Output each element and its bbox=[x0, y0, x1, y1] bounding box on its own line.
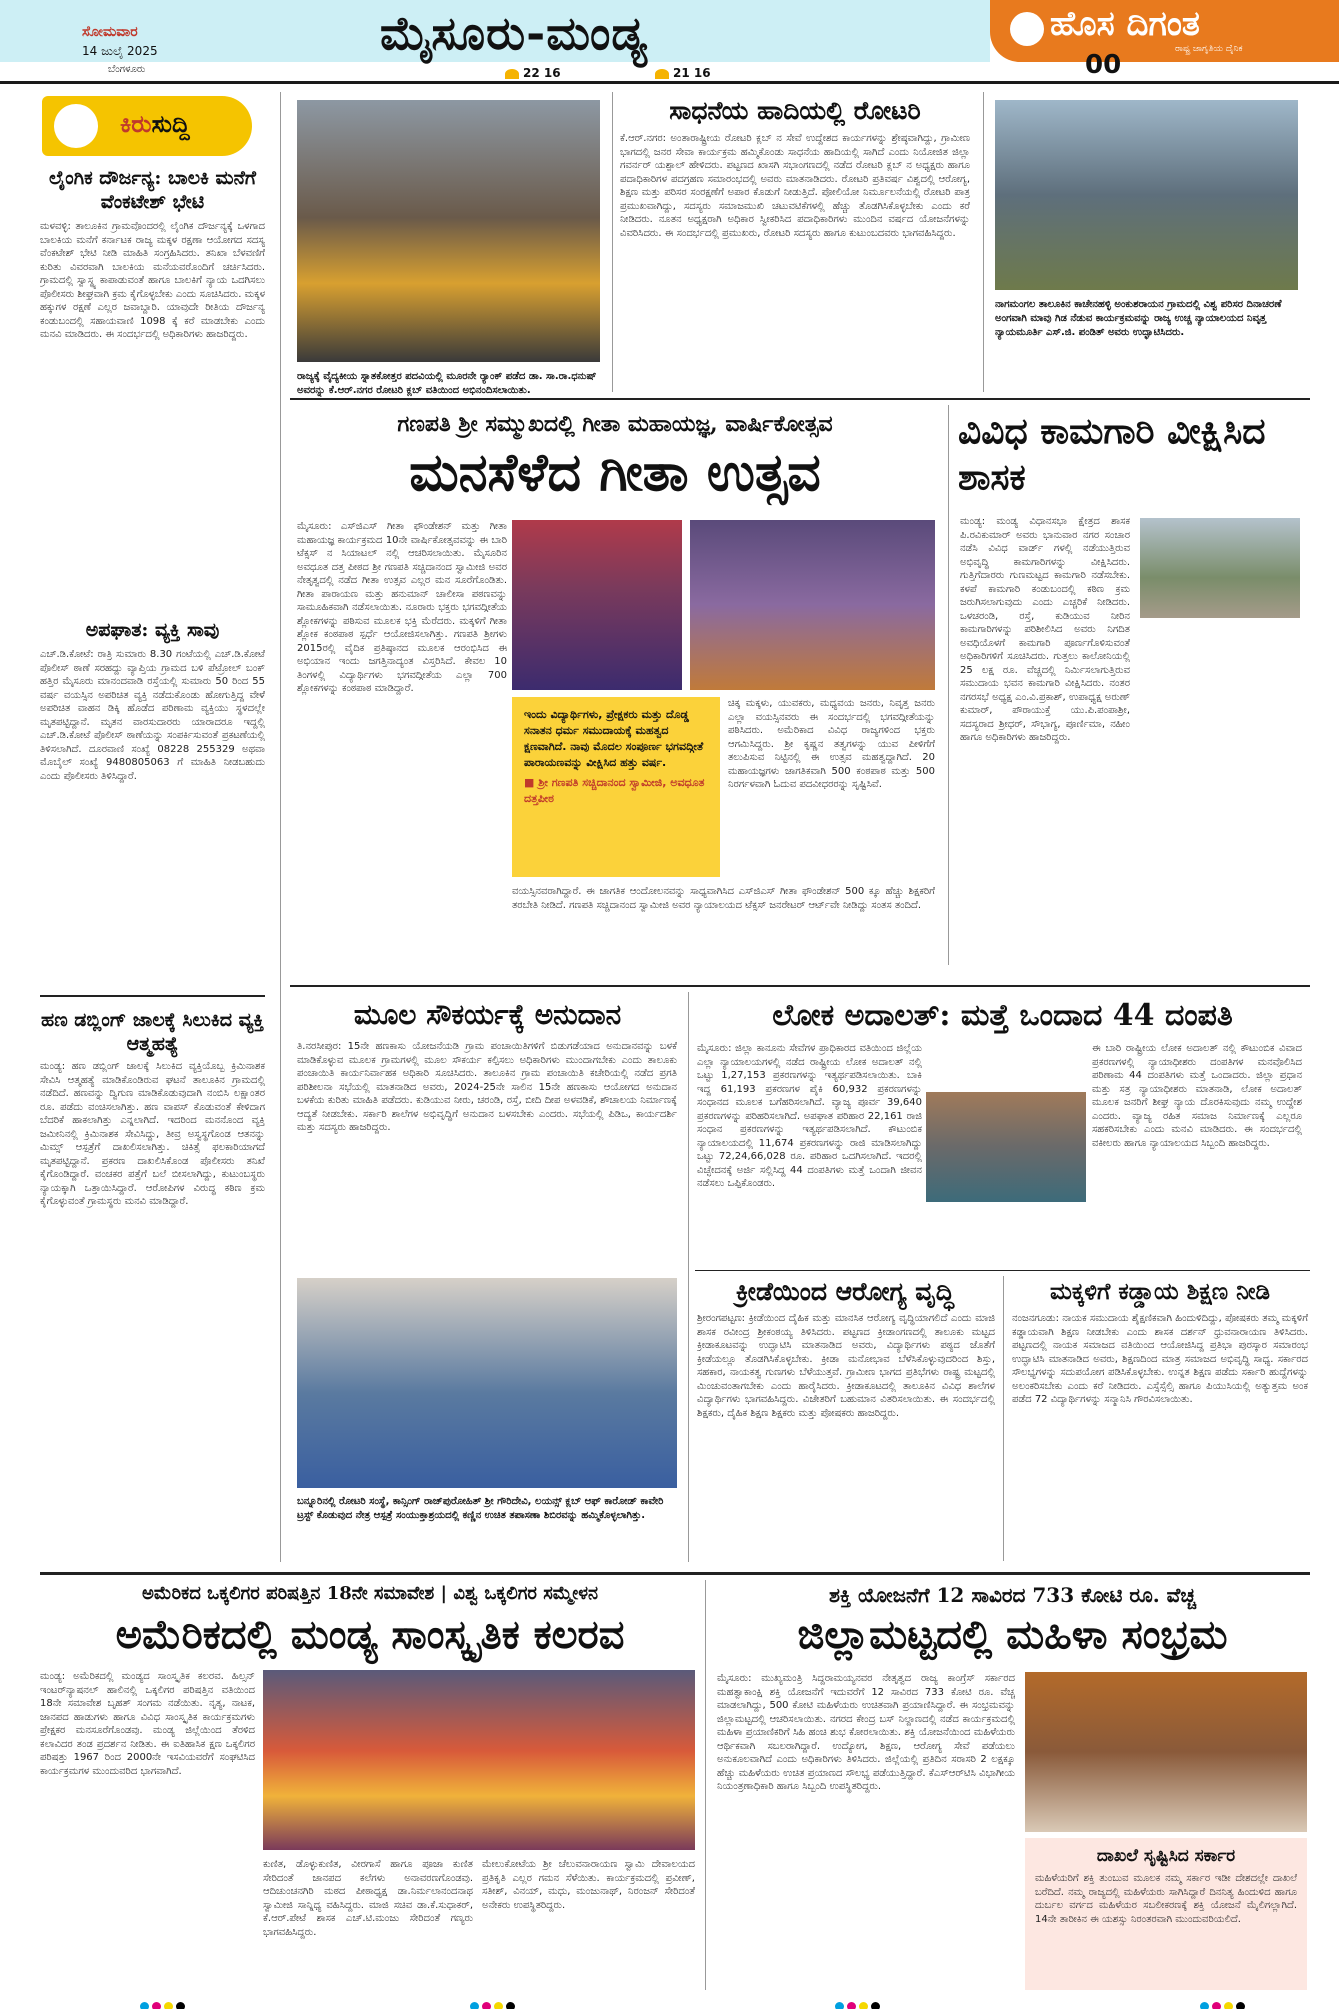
left-story3-body: ಮಂಡ್ಯ: ಹಣ ಡಬ್ಲಿಂಗ್ ಜಾಲಕ್ಕೆ ಸಿಲುಕಿದ ವ್ಯಕ್ತಿಯೊಬ್ಬ ಕ್ರಿಮಿನಾಶಕ ಸೇವಿಸಿ ಆತ್ಮಹತ್ಯೆ ಮಾಡಿಕೊಂಡಿರುವ ಘಟನೆ ತಾಲೂಕಿನ ಗ್ರಾಮದಲ್ಲಿ ನಡೆದಿದೆ. ಹಣವನ್ನು ದ್ವಿಗುಣ ಮಾಡಿಕೊಡುವುದಾಗಿ ನಂಬಿಸಿ ಲಕ್ಷಾಂತರ ರೂ. ಪಡೆದು ವಂಚಿಸಲಾಗಿತ್ತು. ಹಣ ವಾಪಸ್ ಕೊಡುವಂತೆ ಕೇಳಿದಾಗ ಬೆದರಿಕೆ ಹಾಕಲಾಗಿತ್ತು ಎನ್ನಲಾಗಿದೆ. ಇದರಿಂದ ಮನನೊಂದ ವ್ಯಕ್ತಿ ಜಮೀನಿನಲ್ಲಿ ಕ್ರಿಮಿನಾಶಕ ಸೇವಿಸಿದ್ದು, ತೀವ್ರ ಅಸ್ವಸ್ಥಗೊಂಡ ಆತನನ್ನು ಮಿಮ್ಸ್ ಆಸ್ಪತ್ರೆಗೆ ದಾಖಲಿಸಲಾಗಿತ್ತು. ಚಿಕಿತ್ಸೆ ಫಲಕಾರಿಯಾಗದೆ ಮೃತಪಟ್ಟಿದ್ದಾನೆ. ಪ್ರಕರಣ ದಾಖಲಿಸಿಕೊಂಡ ಪೊಲೀಸರು ತನಿಖೆ ಕೈಗೊಂಡಿದ್ದಾರೆ. ವಂಚಕರ ಪತ್ತೆಗೆ ಬಲೆ ಬೀಸಲಾಗಿದ್ದು, ಕುಟುಂಬಸ್ಥರು ನ್ಯಾಯಕ್ಕಾಗಿ ಒತ್ತಾಯಿಸಿದ್ದಾರೆ. ಆರೋಪಿಗಳ ವಿರುದ್ಧ ಕಠಿಣ ಕ್ರಮ ಕೈಗೊಳ್ಳುವಂತೆ ಗ್ರಾಮಸ್ಥರು ಮನವಿ ಮಾಡಿದ್ದಾರೆ. bbox=[40, 1061, 265, 1207]
section-divider bbox=[695, 1270, 1310, 1271]
eye-camp-photo bbox=[297, 1278, 677, 1488]
section-divider bbox=[290, 985, 1310, 987]
brand-logo-icon bbox=[1010, 12, 1044, 46]
shakti-headline: ಜಿಲ್ಲಾಮಟ್ಟದಲ್ಲಿ ಮಹಿಳಾ ಸಂಭ್ರಮ bbox=[797, 1611, 1228, 1658]
column-rule bbox=[705, 1580, 706, 1990]
brand-name: ಹೊಸ ದಿಗಂತ bbox=[1050, 4, 1200, 44]
masthead-day: ಸೋಮವಾರ bbox=[82, 24, 138, 40]
works-photo bbox=[1140, 518, 1300, 618]
section-divider bbox=[290, 398, 1310, 400]
masthead-city: ಬೆಂಗಳೂರು bbox=[108, 64, 146, 75]
column-rule bbox=[1003, 1276, 1004, 1561]
rotary-headline: ಸಾಧನೆಯ ಹಾದಿಯಲ್ಲಿ ರೋಟರಿ bbox=[669, 96, 921, 125]
gita-quote-source: ■ ಶ್ರೀ ಗಣಪತಿ ಸಚ್ಚಿದಾನಂದ ಸ್ವಾಮೀಜಿ, ಅವಧೂತ ದತ್ತಪೀಠ bbox=[524, 776, 705, 805]
tree-planting-photo bbox=[995, 100, 1298, 290]
column-rule bbox=[612, 92, 613, 392]
page-number: 00 bbox=[1085, 50, 1122, 80]
adalat-body-1: ಮೈಸೂರು: ಜಿಲ್ಲಾ ಕಾನೂನು ಸೇವೆಗಳ ಪ್ರಾಧಿಕಾರದ ವತಿಯಿಂದ ಜಿಲ್ಲೆಯ ಎಲ್ಲಾ ನ್ಯಾಯಾಲಯಗಳಲ್ಲಿ ನಡೆದ ರಾಷ್ಟ್ರೀಯ ಲೋಕ ಅದಾಲತ್ ನಲ್ಲಿ ಒಟ್ಟು 1,27,153 ಪ್ರಕರಣಗಳನ್ನು ಇತ್ಯರ್ಥಪಡಿಸಲಾಯಿತು. ಬಾಕಿ ಇದ್ದ 61,193 ಪ್ರಕರಣಗಳ ಪೈಕಿ 60,932 ಪ್ರಕರಣಗಳನ್ನು ಸಂಧಾನದ ಮೂಲಕ ಬಗೆಹರಿಸಲಾಗಿದೆ. ವ್ಯಾಜ್ಯ ಪೂರ್ವ 39,640 ಪ್ರಕರಣಗಳನ್ನು ಪರಿಹರಿಸಲಾಗಿದೆ. ಅಪಘಾತ ಪರಿಹಾರ 22,161 ರಾಜಿ ಸಂಧಾನ ಪ್ರಕರಣಗಳನ್ನು ಇತ್ಯರ್ಥಪಡಿಸಲಾಗಿದೆ. ಕೌಟುಂಬಿಕ ನ್ಯಾಯಾಲಯದಲ್ಲಿ 11,674 ಪ್ರಕರಣಗಳನ್ನು ರಾಜಿ ಮಾಡಿಸಲಾಗಿದ್ದು ಒಟ್ಟು 72,24,66,028 ರೂ. ಪರಿಹಾರ ಒದಗಿಸಲಾಗಿದೆ. ಇದರಲ್ಲಿ ವಿಚ್ಛೇದನಕ್ಕೆ ಅರ್ಜಿ ಸಲ್ಲಿಸಿದ್ದ 44 ದಂಪತಿಗಳು ಮತ್ತೆ ಒಂದಾಗಿ ಜೀವನ ನಡೆಸಲು ಒಪ್ಪಿಕೊಂಡರು. bbox=[697, 1043, 922, 1189]
brand-tagline: ರಾಷ್ಟ್ರ ಜಾಗೃತಿಯ ದೈನಿಕ bbox=[1175, 44, 1243, 54]
gita-headline: ಮನಸೆಳೆದ ಗೀತಾ ಉತ್ಸವ bbox=[409, 442, 821, 503]
gita-body-2: ಚಿಕ್ಕ ಮಕ್ಕಳು, ಯುವಕರು, ಮಧ್ಯವಯ ಜನರು, ನಿವೃತ್ತ ಜನರು ಎಲ್ಲಾ ವಯಸ್ಸಿನವರು ಈ ಸಂದರ್ಭದಲ್ಲಿ ಭಗವದ್ಗೀತೆಯನ್ನು ಪಠಿಸಿದರು. ಅಮೆರಿಕಾದ ವಿವಿಧ ರಾಜ್ಯಗಳಿಂದ ಭಕ್ತರು ಆಗಮಿಸಿದ್ದರು. ಶ್ರೀ ಕೃಷ್ಣನ ತತ್ವಗಳನ್ನು ಯುವ ಪೀಳಿಗೆಗೆ ತಲುಪಿಸುವ ನಿಟ್ಟಿನಲ್ಲಿ ಈ ಉತ್ಸವ ಮಹತ್ವದ್ದಾಗಿದೆ. 20 ಮಹಾಯಜ್ಞಗಳು ಜಾಗತಿಕವಾಗಿ 500 ಕಂಠಪಾಠ ಮತ್ತು 500 ನಿರರ್ಗಳವಾಗಿ ಓದುವ ಪದವೀಧರರನ್ನು ಸೃಷ್ಟಿಸಿವೆ. bbox=[728, 698, 935, 790]
left-story2-head: ಅಪಘಾತ: ವ್ಯಕ್ತಿ ಸಾವು bbox=[85, 619, 220, 641]
infra-body: ತಿ.ನರಸೀಪುರ: 15ನೇ ಹಣಕಾಸು ಯೋಜನೆಯಡಿ ಗ್ರಾಮ ಪಂಚಾಯಿತಿಗಳಿಗೆ ಬಿಡುಗಡೆಯಾದ ಅನುದಾನವನ್ನು ಬಳಕೆ ಮಾಡಿಕೊಳ್ಳುವ ಮೂಲಕ ಗ್ರಾಮಗಳಲ್ಲಿ ಮೂಲ ಸೌಕರ್ಯ ಕಲ್ಪಿಸಲು ಅಧಿಕಾರಿಗಳು ಮುಂದಾಗಬೇಕು ಎಂದು ತಾಲೂಕು ಪಂಚಾಯಿತಿ ಕಾರ್ಯನಿರ್ವಾಹಕ ಅಧಿಕಾರಿ ಸೂಚಿಸಿದರು. ತಾಲೂಕಿನ ಗ್ರಾಮ ಪಂಚಾಯಿತಿ ಕಚೇರಿಯಲ್ಲಿ ನಡೆದ ಪ್ರಗತಿ ಪರಿಶೀಲನಾ ಸಭೆಯಲ್ಲಿ ಮಾತನಾಡಿದ ಅವರು, 2024-25ನೇ ಸಾಲಿನ 15ನೇ ಹಣಕಾಸು ಆಯೋಗದ ಅನುದಾನ ಬಳಕೆಯ ಕುರಿತು ಮಾಹಿತಿ ಪಡೆದರು. ಕುಡಿಯುವ ನೀರು, ಚರಂಡಿ, ರಸ್ತೆ, ಬೀದಿ ದೀಪ ಅಳವಡಿಕೆ, ಶೌಚಾಲಯ ನಿರ್ಮಾಣಕ್ಕೆ ಆದ್ಯತೆ ನೀಡಬೇಕು. ಸರ್ಕಾರಿ ಶಾಲೆಗಳ ಅಭಿವೃದ್ಧಿಗೆ ಅನುದಾನ ಬಳಸಬೇಕು ಎಂದರು. ಸಭೆಯಲ್ಲಿ ಪಿಡಿಒ, ಕಾರ್ಯದರ್ಶಿ ಮತ್ತು ಸದಸ್ಯರು ಹಾಜರಿದ್ದರು. bbox=[297, 1041, 677, 1133]
weather-left-value: 22 16 bbox=[523, 66, 561, 80]
rotary-body: ಕೆ.ಆರ್.ನಗರ: ಅಂತಾರಾಷ್ಟ್ರೀಯ ರೋಟರಿ ಕ್ಲಬ್ ನ ಸೇವೆ ಉದ್ದೇಶದ ಕಾರ್ಯಗಳನ್ನು ಶ್ರೇಷ್ಠವಾಗಿದ್ದು, ಗ್ರಾಮೀಣ ಭಾಗದಲ್ಲಿ ಜನರ ಸೇವಾ ಕಾರ್ಯಕ್ರಮ ಹಮ್ಮಿಕೊಂಡು ಸಾಧನೆಯ ಹಾದಿಯಲ್ಲಿ ಸಾಗಿದೆ ಎಂದು ನಿಯೋಜಿತ ಜಿಲ್ಲಾ ಗವರ್ನರ್ ಯಶ್ಪಾಲ್ ಹೇಳಿದರು. ಪಟ್ಟಣದ ಖಾಸಗಿ ಸಭಾಂಗಣದಲ್ಲಿ ನಡೆದ ರೋಟರಿ ಕ್ಲಬ್ ನ ಅಧ್ಯಕ್ಷರು ಹಾಗೂ ಪದಾಧಿಕಾರಿಗಳ ಪದಗ್ರಹಣ ಸಮಾರಂಭದಲ್ಲಿ ಅವರು ಮಾತನಾಡಿದರು. ರೋಟರಿ ಪ್ರತಿವರ್ಷ ವಿಶ್ವದಲ್ಲಿ ಆರೋಗ್ಯ, ಶಿಕ್ಷಣ ಮತ್ತು ಪರಿಸರ ಸಂರಕ್ಷಣೆಗೆ ಅಪಾರ ಕೊಡುಗೆ ನೀಡುತ್ತಿದೆ. ಪೋಲಿಯೋ ನಿರ್ಮೂಲನೆಯಲ್ಲಿ ರೋಟರಿ ಪಾತ್ರ ಪ್ರಮುಖವಾಗಿದ್ದು, ಸದಸ್ಯರು ಸಮಾಜಮುಖಿ ಚಟುವಟಿಕೆಗಳಲ್ಲಿ ಹೆಚ್ಚು ತೊಡಗಿಸಿಕೊಳ್ಳಬೇಕು ಎಂದು ಕರೆ ನೀಡಿದರು. ನೂತನ ಅಧ್ಯಕ್ಷರಾಗಿ ಅಧಿಕಾರ ಸ್ವೀಕರಿಸಿದ ಪದಾಧಿಕಾರಿಗಳು ಮುಂದಿನ ವರ್ಷದ ಯೋಜನೆಗಳನ್ನು ವಿವರಿಸಿದರು. ಈ ಸಂದರ್ಭದಲ್ಲಿ ಪ್ರಮುಖರು, ರೋಟರಿ ಸದಸ್ಯರು ಹಾಗೂ ಕುಟುಂಬದವರು ಭಾಗವಹಿಸಿದ್ದರು. bbox=[620, 133, 970, 239]
gita-quote-box bbox=[512, 697, 720, 877]
shakti-body: ಮೈಸೂರು: ಮುಖ್ಯಮಂತ್ರಿ ಸಿದ್ದರಾಮಯ್ಯನವರ ನೇತೃತ್ವದ ರಾಜ್ಯ ಕಾಂಗ್ರೆಸ್ ಸರ್ಕಾರದ ಮಹತ್ವಾಕಾಂಕ್ಷಿ ಶಕ್ತಿ ಯೋಜನೆಗೆ ಇದುವರೆಗೆ 12 ಸಾವಿರದ 733 ಕೋಟಿ ರೂ. ವೆಚ್ಚ ಮಾಡಲಾಗಿದ್ದು, 500 ಕೋಟಿ ಮಹಿಳೆಯರು ಉಚಿತವಾಗಿ ಪ್ರಯಾಣಿಸಿದ್ದಾರೆ. ಈ ಸಂಭ್ರಮವನ್ನು ಜಿಲ್ಲಾಮಟ್ಟದಲ್ಲಿ ಆಚರಿಸಲಾಯಿತು. ನಗರದ ಕೇಂದ್ರ ಬಸ್ ನಿಲ್ದಾಣದಲ್ಲಿ ನಡೆದ ಕಾರ್ಯಕ್ರಮದಲ್ಲಿ ಮಹಿಳಾ ಪ್ರಯಾಣಿಕರಿಗೆ ಸಿಹಿ ಹಂಚಿ ಶುಭ ಕೋರಲಾಯಿತು. ಶಕ್ತಿ ಯೋಜನೆಯಿಂದ ಮಹಿಳೆಯರು ಆರ್ಥಿಕವಾಗಿ ಸಬಲರಾಗಿದ್ದಾರೆ. ಉದ್ಯೋಗ, ಶಿಕ್ಷಣ, ಆರೋಗ್ಯ ಸೇವೆ ಪಡೆಯಲು ಅನುಕೂಲವಾಗಿದೆ ಎಂದು ಅಧಿಕಾರಿಗಳು ತಿಳಿಸಿದರು. ಜಿಲ್ಲೆಯಲ್ಲಿ ಪ್ರತಿದಿನ ಸರಾಸರಿ 2 ಲಕ್ಷಕ್ಕೂ ಹೆಚ್ಚು ಮಹಿಳೆಯರು ಉಚಿತ ಪ್ರಯಾಣದ ಸೌಲಭ್ಯ ಪಡೆಯುತ್ತಿದ್ದಾರೆ. ಕೆಎಸ್‌ಆರ್‌ಟಿಸಿ ವಿಭಾಗೀಯ ನಿಯಂತ್ರಣಾಧಿಕಾರಿ ಹಾಗೂ ಸಿಬ್ಬಂದಿ ಉಪಸ್ಥಿತರಿದ್ದರು. bbox=[717, 1673, 1015, 1792]
education-headline: ಮಕ್ಕಳಿಗೆ ಕಡ್ಡಾಯ ಶಿಕ್ಷಣ ನೀಡಿ bbox=[1050, 1278, 1270, 1305]
column-rule bbox=[280, 92, 281, 1562]
works-headline: ವಿವಿಧ ಕಾಮಗಾರಿ ವೀಕ್ಷಿಸಿದ ಶಾಸಕ bbox=[958, 410, 1266, 498]
left-story3-head: ಹಣ ಡಬ್ಲಿಂಗ್ ಜಾಲಕ್ಕೆ ಸಿಲುಕಿದ ವ್ಯಕ್ತಿ ಆತ್ಮಹತ್ಯೆ bbox=[41, 1009, 264, 1055]
rotary-award-caption: ರಾಜ್ಯಕ್ಕೆ ವೈದ್ಯಕೀಯ ಸ್ನಾತಕೋತ್ತರ ಪದವಿಯಲ್ಲಿ ಮೂರನೇ ರ‍್ಯಾಂಕ್ ಪಡೆದ ಡಾ. ಸಾ.ರಾ.ಧನುಷ್ ಅವರನ್ನು ಕೆ.ಆರ್.ನಗರ ರೋಟರಿ ಕ್ಲಬ್ ವತಿಯಿಂದ ಅಭಿನಂದಿಸಲಾಯಿತು. bbox=[297, 371, 597, 396]
edition-title: ಮೈಸೂರು-ಮಂಡ್ಯ bbox=[380, 6, 648, 60]
adalat-photo bbox=[926, 1092, 1086, 1202]
column-rule bbox=[948, 405, 949, 965]
sun-icon bbox=[505, 69, 519, 79]
sports-body: ಶ್ರೀರಂಗಪಟ್ಟಣ: ಕ್ರೀಡೆಯಿಂದ ದೈಹಿಕ ಮತ್ತು ಮಾನಸಿಕ ಆರೋಗ್ಯ ವೃದ್ಧಿಯಾಗಲಿದೆ ಎಂದು ಮಾಜಿ ಶಾಸಕ ರವೀಂದ್ರ ಶ್ರೀಕಂಠಯ್ಯ ತಿಳಿಸಿದರು. ಪಟ್ಟಣದ ಕ್ರೀಡಾಂಗಣದಲ್ಲಿ ತಾಲೂಕು ಮಟ್ಟದ ಕ್ರೀಡಾಕೂಟವನ್ನು ಉದ್ಘಾಟಿಸಿ ಮಾತನಾಡಿದ ಅವರು, ವಿದ್ಯಾರ್ಥಿಗಳು ಪಠ್ಯದ ಜೊತೆಗೆ ಕ್ರೀಡೆಯಲ್ಲೂ ತೊಡಗಿಸಿಕೊಳ್ಳಬೇಕು. ಕ್ರೀಡಾ ಮನೋಭಾವ ಬೆಳೆಸಿಕೊಳ್ಳುವುದರಿಂದ ಶಿಸ್ತು, ಸಹಕಾರ, ನಾಯಕತ್ವ ಗುಣಗಳು ಬೆಳೆಯುತ್ತವೆ. ಗ್ರಾಮೀಣ ಭಾಗದ ಪ್ರತಿಭೆಗಳು ರಾಷ್ಟ್ರ ಮಟ್ಟದಲ್ಲಿ ಮಿಂಚುವಂತಾಗಬೇಕು ಎಂದು ಹಾರೈಸಿದರು. ಕ್ರೀಡಾಕೂಟದಲ್ಲಿ ತಾಲೂಕಿನ ವಿವಿಧ ಶಾಲೆಗಳ ವಿದ್ಯಾರ್ಥಿಗಳು ಭಾಗವಹಿಸಿದ್ದರು. ವಿಜೇತರಿಗೆ ಬಹುಮಾನ ವಿತರಿಸಲಾಯಿತು. ಈ ಸಂದರ್ಭದಲ್ಲಿ ಶಿಕ್ಷಕರು, ದೈಹಿಕ ಶಿಕ್ಷಣ ಶಿಕ್ಷಕರು ಮತ್ತು ಪೋಷಕರು ಹಾಜರಿದ್ದರು. bbox=[697, 1313, 995, 1419]
kiru-suddi-label bbox=[120, 110, 190, 138]
gita-body-1: ಮೈಸೂರು: ಎಸ್‌ಜಿಎಸ್ ಗೀತಾ ಫೌಂಡೇಶನ್ ಮತ್ತು ಗೀತಾ ಮಹಾಯಜ್ಞ ಕಾರ್ಯಕ್ರಮದ 10ನೇ ವಾರ್ಷಿಕೋತ್ಸವವನ್ನು ಈ ಬಾರಿ ಟೆಕ್ಸಸ್ ನ ಸಿಯಾಟಲ್ ನಲ್ಲಿ ಆಚರಿಸಲಾಯಿತು. ಮೈಸೂರಿನ ಅವಧೂತ ದತ್ತ ಪೀಠದ ಶ್ರೀ ಗಣಪತಿ ಸಚ್ಚಿದಾನಂದ ಸ್ವಾಮೀಜಿ ಅವರ ನೇತೃತ್ವದಲ್ಲಿ ನಡೆದ ಗೀತಾ ಉತ್ಸವ ಎಲ್ಲರ ಮನ ಸೂರೆಗೊಂಡಿತು. ಗೀತಾ ಪಾರಾಯಣ ಮತ್ತು ಹನುಮಾನ್ ಚಾಲೀಸಾ ಪಠಣವನ್ನು ಸಾಮೂಹಿಕವಾಗಿ ನಡೆಸಲಾಯಿತು. ನೂರಾರು ಭಕ್ತರು ಭಗವದ್ಗೀತೆಯ ಶ್ಲೋಕಗಳನ್ನು ಪಠಿಸುವ ಮೂಲಕ ಭಕ್ತಿ ಮೆರೆದರು. ಮಕ್ಕಳಿಗೆ ಗೀತಾ ಶ್ಲೋಕ ಕಂಠಪಾಠ ಸ್ಪರ್ಧೆ ಆಯೋಜಿಸಲಾಗಿತ್ತು. ಗಣಪತಿ ಶ್ರೀಗಳು 2015ರಲ್ಲಿ ವೈದಿಕ ಪ್ರತಿಷ್ಠಾನದ ಮೂಲಕ ಆರಂಭಿಸಿದ ಈ ಅಭಿಯಾನ ಇಂದು ಜಗತ್ತಿನಾದ್ಯಂತ ವಿಸ್ತರಿಸಿದೆ. ಕೇವಲ 10 ತಿಂಗಳಲ್ಲಿ ವಿದ್ಯಾರ್ಥಿಗಳು ಭಗವದ್ಗೀತೆಯ ಎಲ್ಲಾ 700 ಶ್ಲೋಕಗಳನ್ನು ಕಂಠಪಾಠ ಮಾಡಿದ್ದಾರೆ. bbox=[297, 521, 507, 694]
eye-camp-caption: ಬನ್ನೂರಿನಲ್ಲಿ ರೋಟರಿ ಸಂಸ್ಥೆ, ಕಾನ್ಸಿಂಗ್ ರಾಜ್‌ಪುರೋಹಿತ್ ಶ್ರೀ ಗೌರಿದೇವಿ, ಲಯನ್ಸ್ ಕ್ಲಬ್ ಆಫ್ ಕಾರೋಡ್ ಕಾವೇರಿ ಟ್ರಸ್ಟ್ ಕೊಡುವುದ ನೇತ್ರ ಆಸ್ಪತ್ರೆ ಸಂಯುಕ್ತಾಶ್ರಯದಲ್ಲಿ ಕಣ್ಣಿನ ಉಚಿತ ತಪಾಸಣಾ ಶಿಬಿರವನ್ನು ಹಮ್ಮಿಕೊಳ್ಳಲಾಗಿತ್ತು. bbox=[297, 1496, 664, 1521]
suddi-label: ಸುದ್ದಿ bbox=[151, 110, 190, 138]
hand-icon bbox=[54, 104, 98, 148]
adalat-body-2: ಈ ಬಾರಿ ರಾಷ್ಟ್ರೀಯ ಲೋಕ ಅದಾಲತ್ ನಲ್ಲಿ ಕೌಟುಂಬಿಕ ವಿವಾದ ಪ್ರಕರಣಗಳಲ್ಲಿ ನ್ಯಾಯಾಧೀಶರು ದಂಪತಿಗಳ ಮನವೊಲಿಸಿದ ಪರಿಣಾಮ 44 ದಂಪತಿಗಳು ಮತ್ತೆ ಒಂದಾದರು. ಜಿಲ್ಲಾ ಪ್ರಧಾನ ಮತ್ತು ಸತ್ರ ನ್ಯಾಯಾಧೀಶರು ಮಾತನಾಡಿ, ಲೋಕ ಅದಾಲತ್ ಮೂಲಕ ಜನರಿಗೆ ಶೀಘ್ರ ನ್ಯಾಯ ದೊರಕಿಸುವುದು ನಮ್ಮ ಉದ್ದೇಶ ಎಂದರು. ವ್ಯಾಜ್ಯ ರಹಿತ ಸಮಾಜ ನಿರ್ಮಾಣಕ್ಕೆ ಎಲ್ಲರೂ ಸಹಕರಿಸಬೇಕು ಎಂದು ಮನವಿ ಮಾಡಿದರು. ಈ ಸಂದರ್ಭದಲ್ಲಿ ವಕೀಲರು ಹಾಗೂ ನ್ಯಾಯಾಲಯದ ಸಿಬ್ಬಂದಿ ಹಾಜರಿದ್ದರು. bbox=[1092, 1043, 1302, 1149]
america-body-1: ಮಂಡ್ಯ: ಅಮೆರಿಕದಲ್ಲಿ ಮಂಡ್ಯದ ಸಾಂಸ್ಕೃತಿಕ ಕಲರವ. ಹಿಲ್ಸನ್ ಇಂಟರ್‌ನ್ಯಾಷನಲ್ ಹಾಲಿನಲ್ಲಿ ಒಕ್ಕಲಿಗರ ಪರಿಷತ್ತಿನ ವತಿಯಿಂದ 18ನೇ ಸಮಾವೇಶ ಬೃಹತ್ ಸಂಗಮ ನಡೆಯಿತು. ನೃತ್ಯ, ನಾಟಕ, ಜಾನಪದ ಹಾಡುಗಳು ಹಾಗೂ ವಿವಿಧ ಸಾಂಸ್ಕೃತಿಕ ಕಾರ್ಯಕ್ರಮಗಳು ಪ್ರೇಕ್ಷಕರ ಮನಸೂರೆಗೊಂಡವು. ಮಂಡ್ಯ ಜಿಲ್ಲೆಯಿಂದ ತೆರಳಿದ ಕಲಾವಿದರ ತಂಡ ಪ್ರದರ್ಶನ ನೀಡಿತು. ಈ ಐತಿಹಾಸಿಕ ಕ್ಷಣ ಒಕ್ಕಲಿಗರ ಪರಿಷತ್ತು 1967 ರಿಂದ 2000ನೇ ಇಸವಿಯವರೆಗೆ ಸಂಘಟಿಸಿದ ಕಾರ್ಯಕ್ರಮಗಳ ಮುಂದುವರಿದ ಭಾಗವಾಗಿದೆ. bbox=[40, 1671, 255, 1777]
column-rule bbox=[983, 92, 984, 392]
america-kicker: ಅಮೆರಿಕದ ಒಕ್ಕಲಿಗರ ಪರಿಷತ್ತಿನ 18ನೇ ಸಮಾವೇಶ | ವಿಶ್ವ ಒಕ್ಕಲಿಗರ ಸಮ್ಮೇಳನ bbox=[141, 1583, 599, 1604]
color-registration-marks bbox=[140, 1996, 188, 2009]
kiru-label: ಕಿರು bbox=[120, 110, 152, 138]
america-stage-photo bbox=[263, 1670, 695, 1850]
gita-body-3: ವಯಸ್ಸಿನವರಾಗಿದ್ದಾರೆ. ಈ ಜಾಗತಿಕ ಆಂದೋಲನವನ್ನು ಸಾಧ್ಯವಾಗಿಸಿದ ಎಸ್‌ಜಿಎಸ್ ಗೀತಾ ಫೌಂಡೇಶನ್ 500 ಕ್ಕೂ ಹೆಚ್ಚು ಶಿಕ್ಷಕರಿಗೆ ತರಬೇತಿ ನೀಡಿದೆ. ಗಣಪತಿ ಸಚ್ಚಿದಾನಂದ ಸ್ವಾಮೀಜಿ ಅವರ ನ್ಯಾಯಾಲಯದ ಟೆಕ್ಸಸ್ ಜನರೇಟರ್ ಆರ್ಟ್‌ವೇ ನೀಡಿದ್ದು ಸಂತಸ ತಂದಿದೆ. bbox=[512, 886, 935, 911]
america-body-3: ಮೇಲುಕೋಟೆಯ ಶ್ರೀ ಚೆಲುವನಾರಾಯಣ ಸ್ವಾಮಿ ದೇವಾಲಯದ ಪ್ರತಿಕೃತಿ ಎಲ್ಲರ ಗಮನ ಸೆಳೆಯಿತು. ಕಾರ್ಯಕ್ರಮದಲ್ಲಿ ಪ್ರವೀಣ್, ಸತೀಶ್, ವಿನಯ್, ಮಧು, ಮಂಜುನಾಥ್, ನಿರಂಜನ್ ಸೇರಿದಂತೆ ಅನೇಕರು ಉಪಸ್ಥಿತರಿದ್ದರು. bbox=[482, 1859, 695, 1911]
left-story2-body: ಎಚ್.ಡಿ.ಕೋಟೆ: ರಾತ್ರಿ ಸುಮಾರು 8.30 ಗಂಟೆಯಲ್ಲಿ ಎಚ್.ಡಿ.ಕೋಟೆ ಪೊಲೀಸ್ ಠಾಣೆ ಸರಹದ್ದು ವ್ಯಾಪ್ತಿಯ ಗ್ರಾಮದ ಬಳಿ ಪೆಟ್ರೋಲ್ ಬಂಕ್ ಹತ್ತಿರ ಮೈಸೂರು ಮಾನಂದವಾಡಿ ರಸ್ತೆಯಲ್ಲಿ ಸುಮಾರು 50 ರಿಂದ 55 ವರ್ಷ ವಯಸ್ಸಿನ ಅಪರಿಚಿತ ವ್ಯಕ್ತಿ ನಡೆದುಕೊಂಡು ಹೋಗುತ್ತಿದ್ದ ವೇಳೆ ಅಪರಿಚಿತ ವಾಹನ ಡಿಕ್ಕಿ ಹೊಡೆದ ಪರಿಣಾಮ ವ್ಯಕ್ತಿಯು ಸ್ಥಳದಲ್ಲೇ ಮೃತಪಟ್ಟಿದ್ದಾನೆ. ಮೃತನ ವಾರಸುದಾರರು ಯಾರಾದರೂ ಇದ್ದಲ್ಲಿ ಎಚ್.ಡಿ.ಕೋಟೆ ಪೊಲೀಸ್ ಠಾಣೆಯನ್ನು ಸಂಪರ್ಕಿಸುವಂತೆ ಪ್ರಕಟಣೆಯಲ್ಲಿ ತಿಳಿಸಲಾಗಿದೆ. ದೂರವಾಣಿ ಸಂಖ್ಯೆ 08228 255329 ಅಥವಾ ಮೊಬೈಲ್ ಸಂಖ್ಯೆ 9480805063 ಗೆ ಮಾಹಿತಿ ನೀಡಬಹುದು ಎಂದು ಪೊಲೀಸರು ತಿಳಿಸಿದ್ದಾರೆ. bbox=[40, 649, 265, 782]
works-body: ಮಂಡ್ಯ: ಮಂಡ್ಯ ವಿಧಾನಸಭಾ ಕ್ಷೇತ್ರದ ಶಾಸಕ ಪಿ.ರವಿಕುಮಾರ್ ಅವರು ಭಾನುವಾರ ನಗರ ಸಂಚಾರ ನಡೆಸಿ ವಿವಿಧ ವಾರ್ಡ್ ಗಳಲ್ಲಿ ನಡೆಯುತ್ತಿರುವ ಅಭಿವೃದ್ಧಿ ಕಾಮಗಾರಿಗಳನ್ನು ವೀಕ್ಷಿಸಿದರು. ಗುತ್ತಿಗೆದಾರರು ಗುಣಮಟ್ಟದ ಕಾಮಗಾರಿ ನಡೆಸಬೇಕು. ಕಳಪೆ ಕಾಮಗಾರಿ ಕಂಡುಬಂದಲ್ಲಿ ಕಠಿಣ ಕ್ರಮ ಜರುಗಿಸಲಾಗುವುದು ಎಂದು ಎಚ್ಚರಿಕೆ ನೀಡಿದರು. ಒಳಚರಂಡಿ, ರಸ್ತೆ, ಕುಡಿಯುವ ನೀರಿನ ಕಾಮಗಾರಿಗಳನ್ನು ಪರಿಶೀಲಿಸಿದ ಅವರು ನಿಗದಿತ ಅವಧಿಯೊಳಗೆ ಕಾಮಗಾರಿ ಪೂರ್ಣಗೊಳಿಸುವಂತೆ ಅಧಿಕಾರಿಗಳಿಗೆ ಸೂಚಿಸಿದರು. ಗುತ್ತಲು ಕಾಲೋನಿಯಲ್ಲಿ 25 ಲಕ್ಷ ರೂ. ವೆಚ್ಚದಲ್ಲಿ ನಿರ್ಮಿಸಲಾಗುತ್ತಿರುವ ಸಮುದಾಯ ಭವನ ಕಾಮಗಾರಿ ವೀಕ್ಷಿಸಿದರು. ನಂತರ ನಗರಸಭೆ ಅಧ್ಯಕ್ಷ ಎಂ.ವಿ.ಪ್ರಕಾಶ್, ಉಪಾಧ್ಯಕ್ಷ ಅರುಣ್ ಕುಮಾರ್, ಪೌರಾಯುಕ್ತೆ ಯು.ಪಿ.ಪಂಪಾಶ್ರೀ, ಸದಸ್ಯರಾದ ಶ್ರೀಧರ್, ಸೌಭಾಗ್ಯ, ಪೂರ್ಣಿಮಾ, ನಹೀಂ ಹಾಗೂ ಅಧಿಕಾರಿಗಳು ಹಾಜರಿದ್ದರು. bbox=[960, 516, 1130, 743]
sports-headline: ಕ್ರೀಡೆಯಿಂದ ಆರೋಗ್ಯ ವೃದ್ಧಿ bbox=[736, 1277, 954, 1306]
rotary-award-photo bbox=[297, 100, 600, 362]
adalat-headline: ಲೋಕ ಅದಾಲತ್: ಮತ್ತೆ ಒಂದಾದ 44 ದಂಪತಿ bbox=[772, 998, 1233, 1033]
left-story1-body: ಮಳವಳ್ಳಿ: ತಾಲೂಕಿನ ಗ್ರಾಮವೊಂದರಲ್ಲಿ ಲೈಂಗಿಕ ದೌರ್ಜನ್ಯಕ್ಕೆ ಒಳಗಾದ ಬಾಲಕಿಯ ಮನೆಗೆ ಕರ್ನಾಟಕ ರಾಜ್ಯ ಮಕ್ಕಳ ರಕ್ಷಣಾ ಆಯೋಗದ ಸದಸ್ಯ ವೆಂಕಟೇಶ್ ಭೇಟಿ ನೀಡಿ ಮಾಹಿತಿ ಸಂಗ್ರಹಿಸಿದರು. ತನಿಖಾ ಬೆಳವಣಿಗೆ ಕುರಿತು ವಿವರವಾಗಿ ಬಾಲಕಿಯ ಮನೆಯವರೊಂದಿಗೆ ಚರ್ಚಿಸಿದರು. ಗ್ರಾಮದಲ್ಲಿ ಸ್ವಾಸ್ಥ್ಯ ಕಾಪಾಡುವಂತೆ ಹಾಗೂ ಬಾಲಕಿಗೆ ನ್ಯಾಯ ಒದಗಿಸಲು ಪೊಲೀಸರು ಶೀಘ್ರವಾಗಿ ಕ್ರಮ ಕೈಗೊಳ್ಳಬೇಕು ಎಂದು ಸೂಚಿಸಿದರು. ಮಕ್ಕಳ ಹಕ್ಕುಗಳ ರಕ್ಷಣೆ ಎಲ್ಲರ ಜವಾಬ್ದಾರಿ. ಯಾವುದೇ ರೀತಿಯ ದೌರ್ಜನ್ಯ ಕಂಡುಬಂದಲ್ಲಿ ಸಹಾಯವಾಣಿ 1098 ಕ್ಕೆ ಕರೆ ಮಾಡಬೇಕು ಎಂದು ಮನವಿ ಮಾಡಿದರು. ಈ ಸಂದರ್ಭದಲ್ಲಿ ಅಧಿಕಾರಿಗಳು ಹಾಜರಿದ್ದರು. bbox=[40, 221, 265, 340]
america-headline: ಅಮೆರಿಕದಲ್ಲಿ ಮಂಡ್ಯ ಸಾಂಸ್ಕೃತಿಕ ಕಲರವ bbox=[115, 1611, 625, 1658]
shakti-box-head: ದಾಖಲೆ ಸೃಷ್ಟಿಸಿದ ಸರ್ಕಾರ bbox=[1096, 1846, 1236, 1866]
color-registration-marks bbox=[835, 1996, 883, 2009]
section-divider bbox=[40, 1572, 1310, 1575]
left-divider bbox=[40, 995, 265, 997]
infra-headline: ಮೂಲ ಸೌಕರ್ಯಕ್ಕೆ ಅನುದಾನ bbox=[353, 998, 622, 1031]
sun-icon bbox=[655, 69, 669, 79]
america-body-2: ಕುಣಿತ, ಡೊಳ್ಳುಕುಣಿತ, ವೀರಗಾಸೆ ಹಾಗೂ ಪೂಜಾ ಕುಣಿತ ಸೇರಿದಂತೆ ಜಾನಪದ ಕಲೆಗಳು ಅನಾವರಣಗೊಂಡವು. ಆದಿಚುಂಚನಗಿರಿ ಮಠದ ಪೀಠಾಧ್ಯಕ್ಷ ಡಾ.ನಿರ್ಮಲಾನಂದನಾಥ ಸ್ವಾಮೀಜಿ ಸಾನ್ನಿಧ್ಯ ವಹಿಸಿದ್ದರು. ಮಾಜಿ ಸಚಿವ ಡಾ.ಕೆ.ಸುಧಾಕರ್, ಕೆ.ಆರ್.ಪೇಟೆ ಶಾಸಕ ಎಚ್.ಟಿ.ಮಂಜು ಸೇರಿದಂತೆ ಗಣ್ಯರು ಭಾಗವಹಿಸಿದ್ದರು. bbox=[263, 1859, 473, 1938]
weather-left bbox=[505, 66, 561, 80]
gita-quote-text: ಇಂದು ವಿದ್ಯಾರ್ಥಿಗಳು, ಪ್ರೇಕ್ಷಕರು ಮತ್ತು ದೊಡ್ಡ ಸನಾತನ ಧರ್ಮ ಸಮುದಾಯಕ್ಕೆ ಮಹತ್ವದ ಕ್ಷಣವಾಗಿದೆ. ನಾವು ಮೊದಲ ಸಂಪೂರ್ಣ ಭಗವದ್ಗೀತೆ ಪಾರಾಯಣವನ್ನು ವೀಕ್ಷಿಸಿದ ಹತ್ತು ವರ್ಷ. bbox=[524, 708, 704, 769]
shakti-box-body: ಮಹಿಳೆಯರಿಗೆ ಶಕ್ತಿ ತುಂಬುವ ಮೂಲಕ ನಮ್ಮ ಸರ್ಕಾರ ಇಡೀ ದೇಶದಲ್ಲೇ ದಾಖಲೆ ಬರೆದಿದೆ. ನಮ್ಮ ರಾಜ್ಯದಲ್ಲಿ ಮಹಿಳೆಯರು ಸಾಗಿಸಿದ್ದಾರೆ ದಿನನಿತ್ಯ ಹಿಂದುಳಿದ ಹಾಗೂ ದುರ್ಬಲ ವರ್ಗದ ಮಹಿಳೆಯರ ಸಬಲೀಕರಣಕ್ಕೆ ಶಕ್ತಿ ಯೋಜನೆ ಮೈಲಿಗಲ್ಲಾಗಿದೆ. 14ನೇ ತಾರೀಕಿನ ಈ ಯಶಸ್ಸು ನಿರಂತರವಾಗಿ ಮುಂದುವರಿಯಲಿದೆ. bbox=[1035, 1873, 1297, 1925]
shakti-box bbox=[1025, 1838, 1307, 1990]
shakti-kicker: ಶಕ್ತಿ ಯೋಜನೆಗೆ 12 ಸಾವಿರದ 733 ಕೋಟಿ ರೂ. ವೆಚ್ಚ bbox=[829, 1583, 1196, 1607]
masthead-date: 14 ಜುಲೈ 2025 bbox=[82, 44, 158, 58]
gita-audience-photo bbox=[690, 520, 935, 690]
gita-stage-photo bbox=[512, 520, 682, 690]
tree-planting-caption: ನಾಗಮಂಗಲ ತಾಲೂಕಿನ ಕಾಚೇನಹಳ್ಳಿ ಅಂಕುಶರಾಯನ ಗ್ರಾಮದಲ್ಲಿ ವಿಶ್ವ ಪರಿಸರ ದಿನಾಚರಣೆ ಅಂಗವಾಗಿ ಮಾವು ಗಿಡ ನೆಡುವ ಕಾರ್ಯಕ್ರಮವನ್ನು ರಾಜ್ಯ ಉಚ್ಚ ನ್ಯಾಯಾಲಯದ ನಿವೃತ್ತ ನ್ಯಾಯಮೂರ್ತಿ ಎಸ್.ಜಿ. ಪಂಡಿತ್ ಅವರು ಉದ್ಘಾಟಿಸಿದರು. bbox=[995, 299, 1282, 338]
education-body: ನಂಜನಗೂಡು: ನಾಯಕ ಸಮುದಾಯ ಶೈಕ್ಷಣಿಕವಾಗಿ ಹಿಂದುಳಿದಿದ್ದು, ಪೋಷಕರು ತಮ್ಮ ಮಕ್ಕಳಿಗೆ ಕಡ್ಡಾಯವಾಗಿ ಶಿಕ್ಷಣ ನೀಡಬೇಕು ಎಂದು ಶಾಸಕ ದರ್ಶನ್ ಧ್ರುವನಾರಾಯಣ ತಿಳಿಸಿದರು. ಪಟ್ಟಣದಲ್ಲಿ ನಾಯಕ ಸಮಾಜದ ವತಿಯಿಂದ ಆಯೋಜಿಸಿದ್ದ ಪ್ರತಿಭಾ ಪುರಸ್ಕಾರ ಸಮಾರಂಭ ಉದ್ಘಾಟಿಸಿ ಮಾತನಾಡಿದ ಅವರು, ಶಿಕ್ಷಣದಿಂದ ಮಾತ್ರ ಸಮಾಜದ ಅಭಿವೃದ್ಧಿ ಸಾಧ್ಯ. ಸರ್ಕಾರದ ಸೌಲಭ್ಯಗಳನ್ನು ಸದುಪಯೋಗ ಪಡಿಸಿಕೊಳ್ಳಬೇಕು. ಉನ್ನತ ಶಿಕ್ಷಣ ಪಡೆದು ಸರ್ಕಾರಿ ಹುದ್ದೆಗಳನ್ನು ಅಲಂಕರಿಸಬೇಕು ಎಂದು ಕರೆ ನೀಡಿದರು. ಎಸ್ಸೆಸ್ಸೆಲ್ಸಿ ಹಾಗೂ ಪಿಯುಸಿಯಲ್ಲಿ ಅತ್ಯುತ್ತಮ ಅಂಕ ಪಡೆದ 72 ವಿದ್ಯಾರ್ಥಿಗಳನ್ನು ಸನ್ಮಾನಿಸಿ ಗೌರವಿಸಲಾಯಿತು. bbox=[1012, 1313, 1308, 1405]
gita-kicker: ಗಣಪತಿ ಶ್ರೀ ಸಮ್ಮುಖದಲ್ಲಿ ಗೀತಾ ಮಹಾಯಜ್ಞ, ವಾರ್ಷಿಕೋತ್ಸವ bbox=[397, 411, 833, 437]
weather-right-value: 21 16 bbox=[673, 66, 711, 80]
color-registration-marks bbox=[1200, 1996, 1248, 2009]
column-rule bbox=[688, 992, 689, 1562]
color-registration-marks bbox=[470, 1996, 518, 2009]
shakti-photo bbox=[1025, 1672, 1307, 1832]
weather-right bbox=[655, 66, 711, 80]
left-story1-head: ಲೈಂಗಿಕ ದೌರ್ಜನ್ಯ: ಬಾಲಕಿ ಮನೆಗೆ ವೆಂಕಟೇಶ್ ಭೇಟಿ bbox=[49, 167, 256, 213]
